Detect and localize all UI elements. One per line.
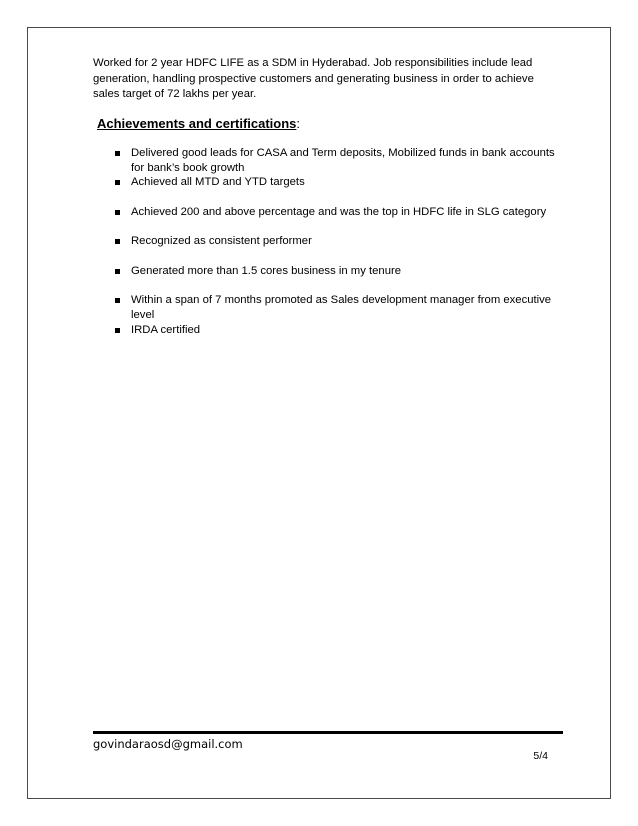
square-bullet-icon <box>115 328 120 333</box>
list-item <box>115 146 555 176</box>
list-item-text: Generated more than 1.5 cores business in my tenure <box>131 265 402 277</box>
square-bullet-icon <box>115 298 120 303</box>
page-number: 5/4 <box>533 750 548 762</box>
list-item <box>115 293 555 323</box>
page-border <box>27 27 611 799</box>
list-item <box>115 205 555 220</box>
square-bullet-icon <box>115 210 120 215</box>
list-item-text: Achieved all MTD and YTD targets <box>131 176 305 188</box>
achievements-heading-text: Achievements and certifications <box>97 116 297 131</box>
footer-email: govindaraosd@gmail.com <box>93 737 243 751</box>
square-bullet-icon <box>115 151 120 156</box>
list-item <box>115 323 555 338</box>
achievements-heading-colon: : <box>296 116 301 131</box>
intro-paragraph: Worked for 2 year HDFC LIFE as a SDM in Hyderabad. Job responsibilities include lead generation, handling prospective customers and generating business in order to achieve sales target of 72 lakhs per year. <box>93 57 534 101</box>
list-item-text: IRDA certified <box>131 324 201 336</box>
list-item <box>115 264 555 279</box>
list-item-text: Achieved 200 and above percentage and was the top in HDFC life in SLG category <box>131 206 547 218</box>
list-item-text: Within a span of 7 months promoted as Sales development manager from executive level <box>131 294 552 321</box>
square-bullet-icon <box>115 180 120 185</box>
list-item-text: Delivered good leads for CASA and Term deposits, Mobilized funds in bank accounts for bank’s book growth <box>131 147 555 174</box>
list-item <box>115 175 555 190</box>
square-bullet-icon <box>115 239 120 244</box>
square-bullet-icon <box>115 269 120 274</box>
list-item <box>115 234 555 249</box>
list-item-text: Recognized as consistent performer <box>131 235 312 247</box>
footer-divider <box>93 731 563 734</box>
achievements-heading <box>97 116 300 132</box>
